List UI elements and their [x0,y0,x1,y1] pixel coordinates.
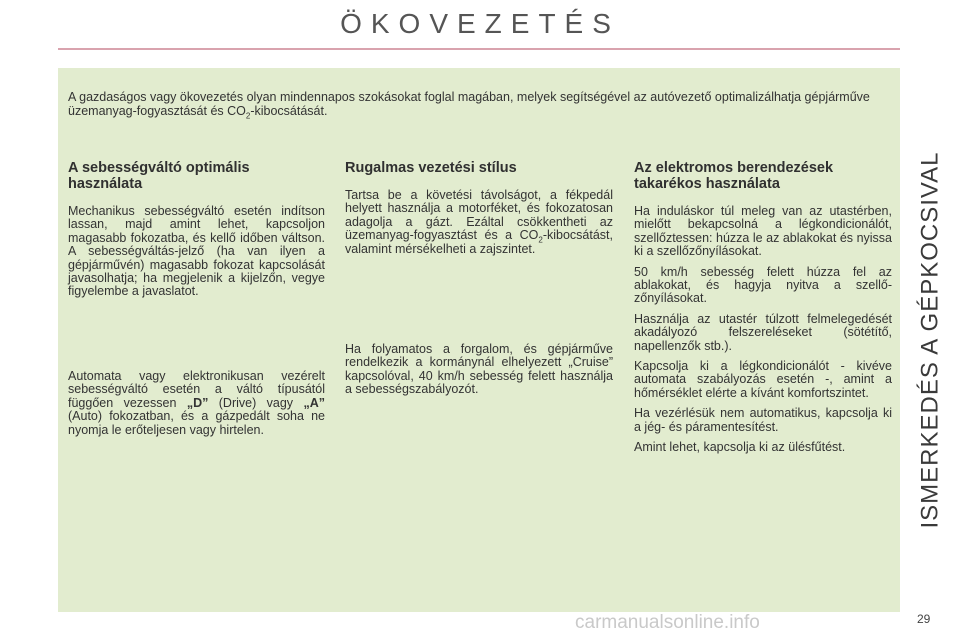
flexible-text-b: -kibocsátást, valamint mérsékelheti a zajszintet. [345,228,613,256]
electric-paragraph-6: Amint lehet, kapcsolja ki az ülésfűtést. [634,440,846,455]
gearbox-auto-text-c: (Auto) fokozatban, és a gázpedált soha ne nyomja le erőteljesen vagy hirtelen. [68,409,325,437]
intro-paragraph [68,91,890,118]
cruise-paragraph: Ha folyamatos a forgalom, és gépjárműve rendelkezik a kormánynál elhelyezett „Cruise” kapcsolóval, 40 km/h sebesség felett használja a sebességszabályozót. [345,342,613,397]
column-gearbox [68,160,325,306]
watermark: carmanualsonline.info [575,612,760,633]
page-title: ÖKOVEZETÉS [340,8,620,39]
electric-paragraph-5: Ha vezérlésük nem automatikus, kapcsolja ki a jég- és páramentesítést. [634,406,892,434]
gearbox-auto-text-a: Automata vagy elektronikusan vezérelt sebességváltó esetén a váltó típusától függően vezessen [68,369,325,410]
title-divider [58,48,900,50]
flexible-paragraph [345,189,613,256]
electric-paragraph-4: Kapcsolja ki a légkondicionálót - kivéve automata szabályozás esetén -, amint a hőmérséklet elérte a kívánt komfortszintet. [634,359,892,400]
intro-text-end: -kibocsátását. [250,103,328,118]
page-number: 29 [917,612,931,626]
intro-subscript: 2 [245,111,251,120]
flexible-subscript: 2 [538,235,543,245]
electric-paragraph-1: Ha induláskor túl meleg van az utastérben, mielőtt bekapcsolná a légkondicionálót, szellőztessen: húzza le az ablakokat és nyissa ki a szellőzőnyílásokat. [634,204,892,259]
electric-heading: Az elektromos berendezések takarékos használata [634,160,834,192]
column-flexible [345,160,613,263]
flexible-heading: Rugalmas vezetési stílus [345,160,517,176]
gear-d-label: „D” [186,395,209,410]
gearbox-manual-paragraph: Mechanikus sebességváltó esetén indítson lassan, majd amint lehet, kapcsoljon magasabb fokozatba, és kellő időben váltson. A sebességváltás-jelző (ha van ilyen a gépjárművén) magasabb fokozat kapcsolását javasolhatja; ha megjelenik a kijelzőn, vegye figyelembe a javaslatot. [68,204,325,299]
chapter-side-label [905,130,955,550]
gearbox-auto-text-b: (Drive) vagy [208,395,304,410]
electric-paragraph-2: 50 km/h sebesség felett húzza fel az ablakokat, és hagyja nyitva a szellőzőnyílásokat. [634,264,892,306]
gear-a-label: „A” [303,395,325,410]
chapter-side-label-text: ISMERKEDÉS A GÉPKOCSIVAL [916,151,944,529]
column-electric [634,160,892,462]
gearbox-heading: A sebességváltó optimális használata [68,160,250,192]
intro-text: A gazdaságos vagy ökovezetés olyan mindennapos szokásokat foglal magában, melyek segítségével az autóvezető optimalizálhatja gépjárműve üzemanyag-fogyasztását és CO [68,90,870,118]
flexible-text-a: Tartsa be a követési távolságot, a fékpedál helyett használja a motorféket, és fokozatosan adagolja a gázt. Ezáltal csökkentheti az üzemanyag-fogyasztást és a CO [345,188,613,243]
electric-paragraph-3: Használja az utastér túlzott felmelegedését akadályozó felszereléseket (sötétítő, napellenzők stb.). [634,311,892,353]
gearbox-automatic-paragraph [68,370,325,437]
